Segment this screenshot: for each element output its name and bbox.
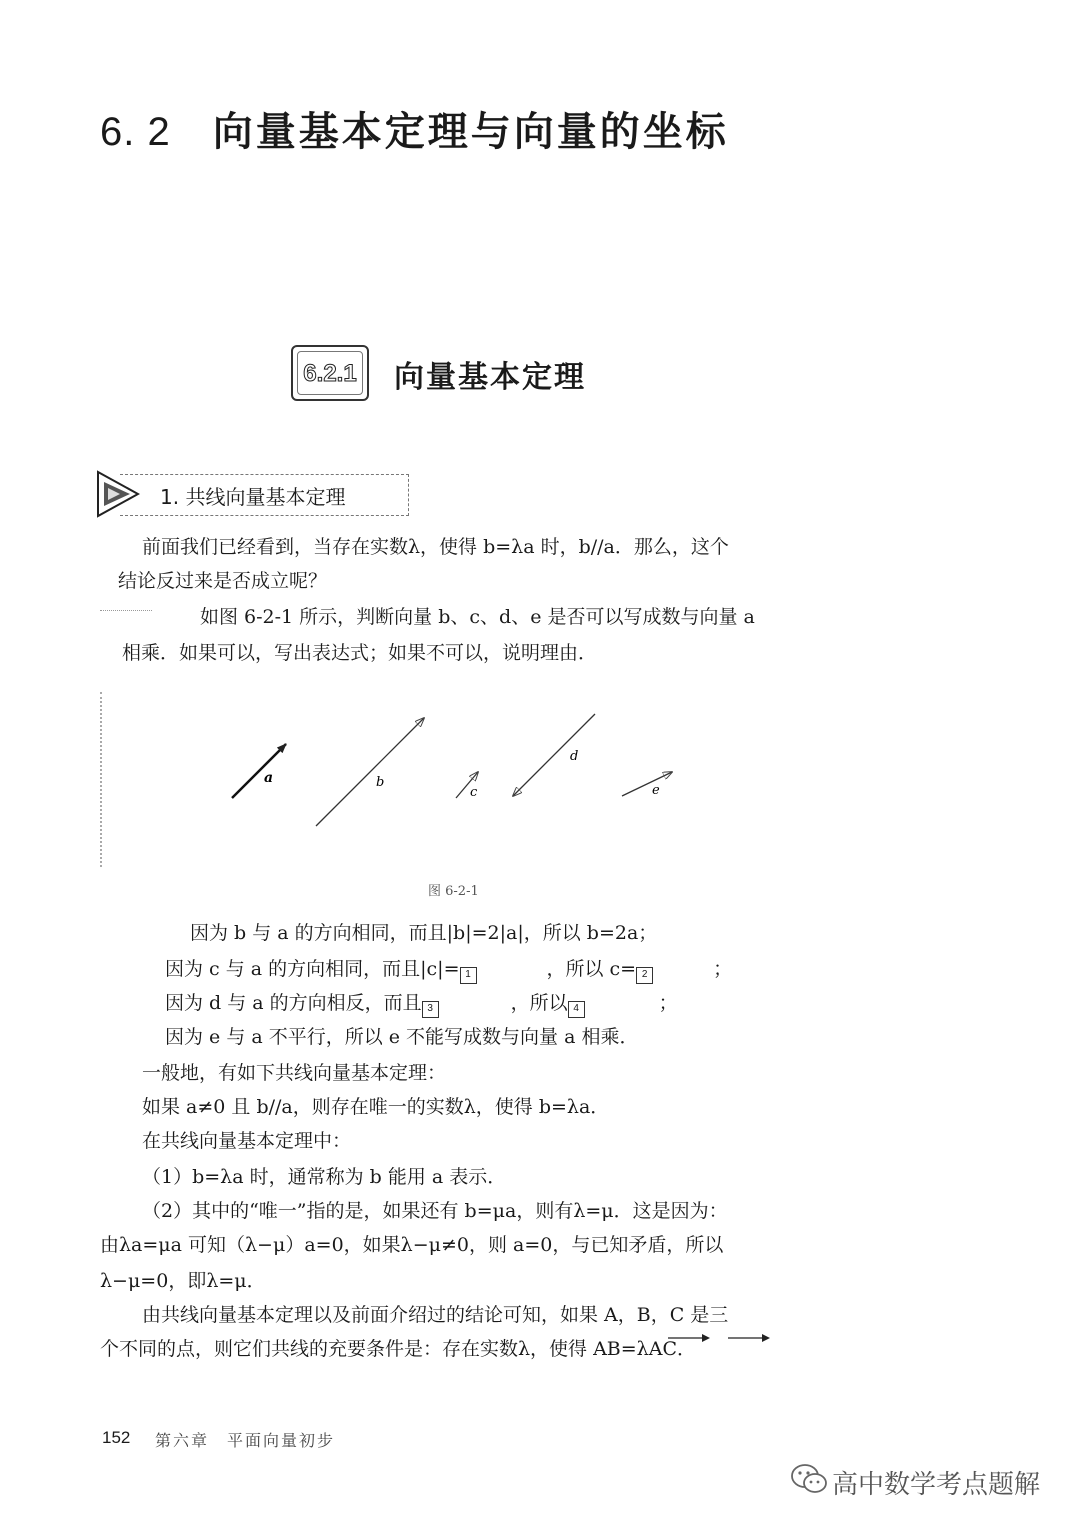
theorem-line-6: 由λa=μa 可知（λ−μ）a=0，如果λ−μ≠0，则 a=0，与已知矛盾，所以 [100,1234,724,1256]
figure-margin-dots [100,692,104,867]
conclusion-line-2: 个不同的点，则它们共线的充要条件是：存在实数λ，使得 AB=λAC． [100,1338,696,1360]
vector-overarrows [666,1330,770,1344]
label-b: b [376,775,385,790]
figure-caption: 图 6-2-1 [428,884,479,899]
vector-figure [220,700,700,840]
theorem-line-2: 如果 a≠0 且 b//a，则存在唯一的实数λ，使得 b=λa． [142,1096,610,1118]
footer-chapter: 第六章 平面向量初步 [155,1431,336,1450]
question-line-2: 相乘．如果可以，写出表达式；如果不可以，说明理由． [122,642,598,664]
section-title: 向量基本定理 [394,360,586,395]
chapter-number: 6. 2 [100,110,171,154]
topic-arrow-icon [96,470,140,518]
vector-e [622,772,672,796]
chapter-title [100,100,729,157]
theorem-line-5: （2）其中的“唯一”指的是，如果还有 b=μa，则有λ=μ．这是因为： [142,1200,728,1222]
section-badge [291,345,369,401]
page-number: 152 [102,1428,131,1447]
theorem-line-1: 一般地，有如下共线向量基本定理： [142,1062,447,1084]
intro-line-1: 前面我们已经看到，当存在实数λ，使得 b=λa 时，b//a．那么，这个 [142,536,729,558]
watermark-text: 高中数学考点题解 [832,1470,1041,1500]
theorem-line-4: （1）b=λa 时，通常称为 b 能用 a 表示． [142,1166,507,1188]
section-badge-number: 6.2.1 [297,351,363,395]
question-line-1: 如图 6-2-1 所示，判断向量 b、c、d、e 是否可以写成数与向量 a [200,606,755,628]
intro-line-2: 结论反过来是否成立呢？ [118,570,328,592]
chapter-title-text: 向量基本定理与向量的坐标 [212,109,729,155]
blank-2: 2 [636,967,653,984]
blank-4: 4 [568,1001,585,1018]
blank-1: 1 [460,967,477,984]
label-a: a [264,770,274,786]
theorem-line-3: 在共线向量基本定理中： [142,1130,352,1152]
vector-b [316,718,424,826]
label-e: e [652,783,660,798]
answer-line-3: 因为 d 与 a 的方向相反，而且 3 ，所以 4 ； [165,986,678,1020]
label-d: d [570,749,579,764]
question-marker [100,610,152,611]
vector-d [513,714,595,796]
answer-line-2: 因为 c 与 a 的方向相同，而且|c|= 1 ，所以 c= 2 ； [165,952,732,986]
vector-a [232,744,286,798]
theorem-line-7: λ−μ=0，即λ=μ． [100,1270,266,1292]
label-c: c [470,785,478,800]
conclusion-line-1: 由共线向量基本定理以及前面介绍过的结论可知，如果 A，B，C 是三 [142,1304,729,1326]
answer-line-4: 因为 e 与 a 不平行，所以 e 不能写成数与向量 a 相乘． [165,1026,639,1048]
topic-title: 1. 共线向量基本定理 [160,485,346,509]
wechat-icon [790,1462,828,1496]
answer-line-1: 因为 b 与 a 的方向相同，而且|b|=2|a|，所以 b=2a； [190,922,658,944]
blank-3: 3 [422,1001,439,1018]
